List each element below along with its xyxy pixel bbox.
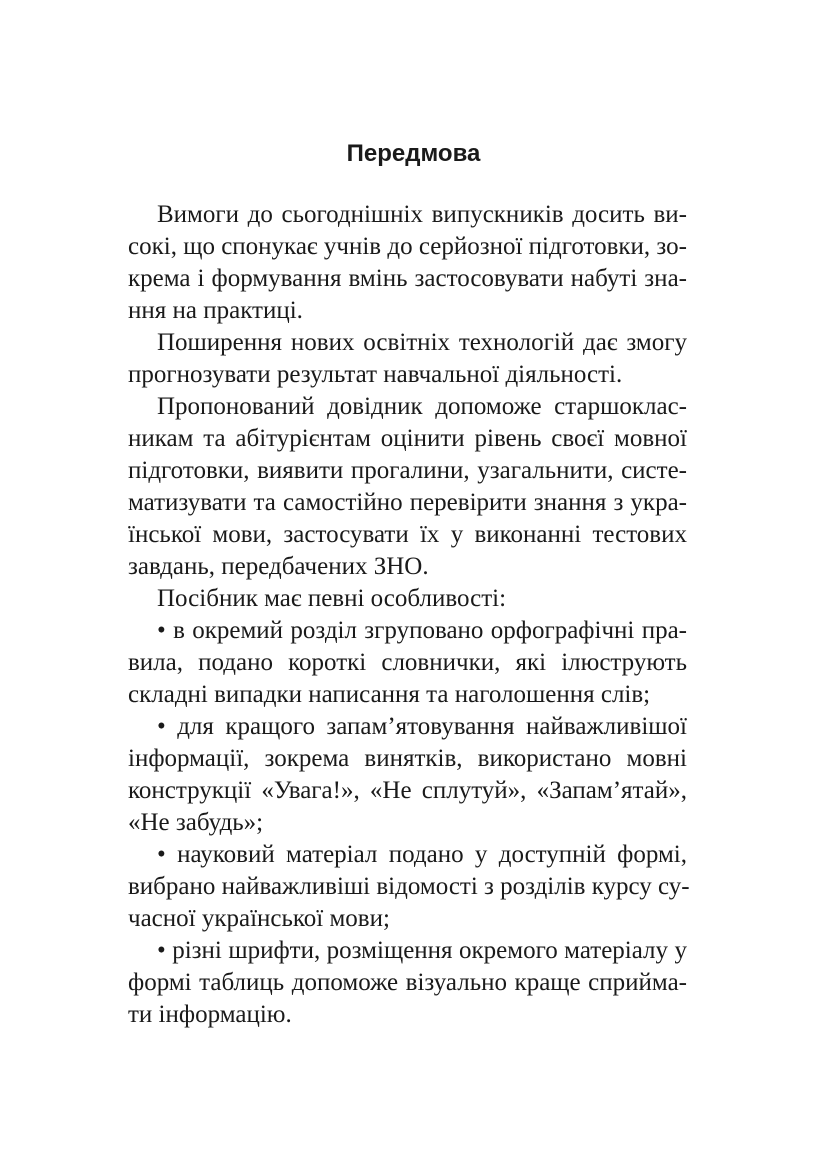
bullet-line: • в окремий розділ згруповано орфографічні пра-	[157, 617, 687, 644]
text-line: складні випадки написання та наголошення слів;	[128, 681, 651, 708]
text-line: Посібник має певні особливості:	[157, 585, 507, 612]
text-line: Поширення нових освітніх технологій дає змогу	[157, 329, 687, 356]
text-line: крема і формування вмінь застосовувати набуті зна-	[128, 265, 687, 292]
text-line: матизувати та самостійно перевірити знання з укра-	[128, 489, 687, 516]
text-line: часної української мови;	[128, 905, 390, 932]
text-line: «Не забудь»;	[128, 809, 264, 836]
text-line: інформації, зокрема винятків, використано мовні	[128, 745, 687, 772]
text-line: вила, подано короткі словнички, які ілюструють	[128, 649, 687, 676]
page-title: Передмова	[346, 140, 481, 167]
text-line: формі таблиць допоможе візуально краще сприйма-	[128, 969, 687, 996]
text-line: конструкції «Увага!», «Не сплутуй», «Запам’ятай»,	[128, 777, 687, 804]
text-line: прогнозувати результат навчальної діяльності.	[128, 361, 623, 388]
text-line: підготовки, виявити прогалини, узагальнити, систе-	[128, 457, 687, 484]
text-line: Вимоги до сьогоднішніх випускників досить ви-	[157, 201, 687, 228]
bullet-line: • науковий матеріал подано у доступній формі,	[157, 841, 687, 868]
bullet-line: • для кращого запам’ятовування найважливішої	[157, 713, 687, 740]
bullet-line: • різні шрифти, розміщення окремого матеріалу у	[157, 937, 687, 964]
text-line: сокі, що спонукає учнів до серйозної підготовки, зо-	[128, 233, 687, 260]
text-line: завдань, передбачених ЗНО.	[128, 553, 429, 580]
text-line: ти інформацію.	[128, 1001, 292, 1028]
text-line: їнської мови, застосувати їх у виконанні тестових	[128, 521, 687, 548]
text-line: ння на практиці.	[128, 297, 303, 324]
text-line: никам та абітурієнтам оцінити рівень своєї мовної	[128, 425, 687, 452]
text-line: Пропонований довідник допоможе старшоклас-	[157, 393, 687, 420]
text-line: вибрано найважливіші відомості з розділів курсу су-	[128, 873, 690, 900]
